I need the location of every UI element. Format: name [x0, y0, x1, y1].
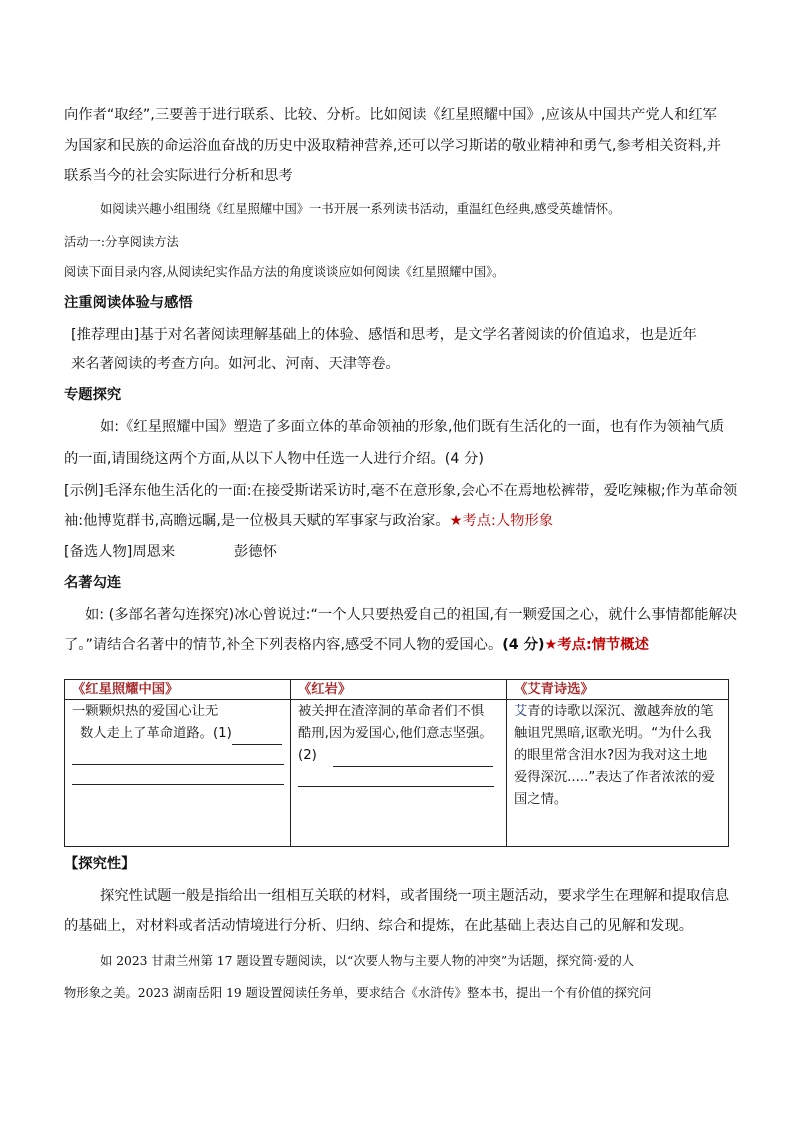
table-header-row [65, 680, 729, 700]
answer-blank[interactable] [72, 745, 284, 765]
candidate-name: 彭德怀 [234, 544, 277, 560]
activity-intro: 如阅读兴趣小组围绕《红星照耀中国》一书开展一系列读书活动，重温红色经典,感受英雄情怀。 [100, 202, 621, 216]
cell-text: 数人走上了革命道路。(1) [80, 726, 232, 741]
activity-task: 阅读下面目录内容,从阅读纪实作品方法的角度谈谈应如何阅读《红星照耀中国》。 [64, 265, 505, 279]
table-header: 《艾青诗选》 [507, 680, 729, 700]
paragraph-line: 的基础上，对材料或者活动情境进行分析、归纳、综合和提炼，在此基础上表达自己的见解和发现。 [64, 918, 694, 934]
cell-line: 一颗颗炽热的爱国心让无 [72, 704, 219, 719]
paragraph-line: 向作者“取经”,三要善于进行联系、比较、分析。比如阅读《红星照耀中国》,应该从中国共产党人和红军 [64, 107, 717, 123]
table-header: 《红岩》 [291, 680, 507, 700]
table-cell [65, 700, 291, 847]
example-line: [示例]毛泽东他生活化的一面:在接受斯诺采访时,毫不在意形象,会心不在焉地松裤带，爱吃辣椒;作为革命领 [64, 483, 738, 499]
example-text: 袖:他博览群书,高瞻远瞩,是一位极具天赋的军事家与政治家。 [64, 513, 450, 529]
cell-line: 国之情。 [514, 792, 568, 807]
section-heading: 注重阅读体验与感悟 [64, 295, 193, 311]
cell-line: 触诅咒黑暗,讴歌光明。“为什么我 [514, 726, 712, 741]
paragraph-line: [推荐理由]基于对名著阅读理解基础上的体验、感悟和思考，是文学名著阅读的价值追求，也是近年 [71, 327, 697, 343]
paragraph-text: 了。”请结合名著中的情节,补全下列表格内容,感受不同人物的爱国心。 [64, 637, 503, 653]
paragraph-line: 如:《红星照耀中国》塑造了多面立体的革命领袖的形象,他们既有生活化的一面，也有作为领袖气质 [100, 419, 725, 435]
table-header: 《红星照耀中国》 [65, 680, 291, 700]
cell-line: 的眼里常含泪水?因为我对这土地 [514, 748, 708, 763]
cell-line: 被关押在渣滓洞的革命者们不惧 [298, 704, 485, 719]
answer-blank[interactable] [298, 767, 494, 787]
works-table [64, 679, 729, 847]
cell-line [514, 701, 722, 723]
table-cell [291, 700, 507, 847]
cell-line [298, 745, 500, 767]
points-label: (4 分) [502, 637, 545, 653]
table-row [65, 700, 729, 847]
example-line [64, 510, 553, 530]
answer-blank[interactable] [72, 765, 284, 785]
paragraph-line: 物形象之美。2023 湖南岳阳 19 题设置阅读任务单，要求结合《水浒传》整本书，提出一个有价值的探究问 [64, 986, 652, 1000]
cell-text: 艾 [514, 704, 528, 719]
answer-blank[interactable] [232, 744, 282, 745]
paragraph-line: 如 2023 甘肃兰州第 17 题设置专题阅读，以“次要人物与主要人物的冲突”为话题，探究简·爱的人 [100, 954, 635, 968]
section-heading: 名著勾连 [64, 575, 122, 591]
cell-text: (2) [298, 748, 317, 763]
paragraph-line: 如: (多部名著勾连探究)冰心曾说过:“一个人只要热爱自己的祖国,有一颗爱国之心，就什么事情都能解决 [85, 607, 738, 623]
kaodian-label: ★考点:人物形象 [449, 513, 554, 529]
cell-line: 爱得深沉.....”表达了作者浓浓的爱 [514, 770, 715, 785]
paragraph-line [64, 634, 649, 654]
section-heading: 【探究性】 [64, 856, 136, 872]
answer-blank[interactable] [333, 766, 493, 767]
cell-line: 酷刑,因为爱国心,他们意志坚强。 [298, 726, 493, 741]
table-cell [507, 700, 729, 847]
paragraph-line: 来名著阅读的考查方向。如河北、河南、天津等卷。 [71, 356, 400, 372]
kaodian-label: ★考点:情节概述 [544, 637, 649, 653]
cell-line [72, 723, 284, 745]
cell-text: 青的诗歌以深沉、激越奔放的笔 [527, 704, 714, 719]
section-heading: 专题探究 [64, 387, 122, 403]
paragraph-line: 为国家和民族的命运浴血奋战的历史中汲取精神营养,还可以学习斯诺的敬业精神和勇气,参考相关资料,并 [64, 138, 721, 154]
paragraph-line: 的一面,请围绕这两个方面,从以下人物中任选一人进行介绍。(4 分) [64, 451, 484, 467]
activity-title: 活动一:分享阅读方法 [64, 235, 179, 249]
candidates-label: [备选人物]周恩来 [64, 544, 176, 560]
paragraph-line: 探究性试题一般是指给出一组相互关联的材料，或者围绕一项主题活动，要求学生在理解和提取信息 [100, 888, 730, 904]
paragraph-line: 联系当今的社会实际进行分析和思考 [64, 168, 293, 184]
